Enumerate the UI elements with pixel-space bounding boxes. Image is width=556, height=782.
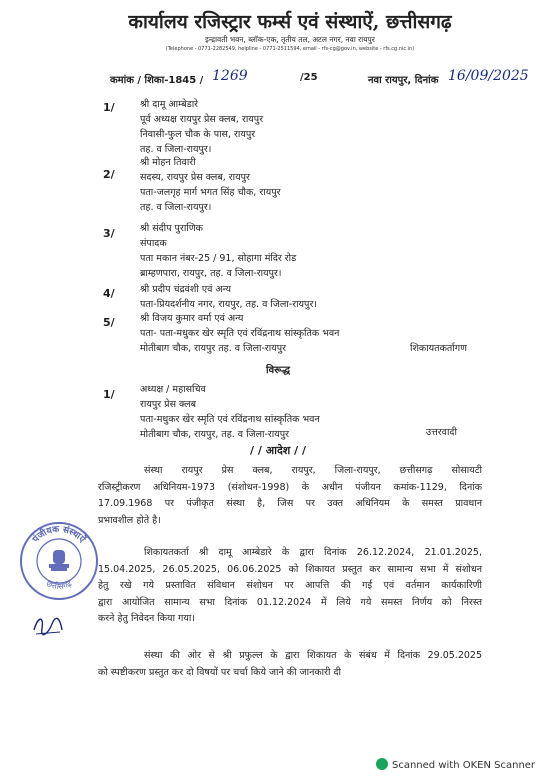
paragraph-line: द्वारा आयोजित सामान्य सभा दिनांक 01.12.2024 में लिये गये समस्त निर्णय को निरस्त — [98, 596, 482, 608]
paragraph-line: हेतु रखे गये प्रस्तावित संविधान संशोधन पर आपत्ति की गई एवं वर्तमान कार्यकारिणी — [98, 580, 482, 592]
complainant-block — [140, 97, 263, 157]
complainant-number: 2/ — [103, 168, 115, 181]
complainant-line: तह. व जिला-रायपुर। — [140, 144, 212, 155]
reference-number: 1269 — [212, 68, 248, 84]
respondent-block — [140, 382, 320, 442]
signature-initials — [30, 612, 66, 638]
place-date-label: नवा रायपुर, दिनांक — [368, 75, 439, 86]
complainant-block — [140, 311, 339, 356]
respondent-label: उत्तरवादी — [426, 427, 457, 438]
complainant-line: निवासी-फुल चौक के पास, रायपुर — [140, 129, 256, 140]
complainant-line: श्री दामू आम्बेडारे — [140, 99, 199, 110]
complainant-line: मोतीबाग चौक, रायपुर तह. व जिला-रायपुर — [140, 343, 287, 354]
paragraph-line: संस्था रायपुर प्रेस क्लब, रायपुर, जिला-रायपुर, छत्तीसगढ़ सोसायटी — [144, 465, 482, 476]
complainant-line: श्री प्रदीप चंद्रवंशी एवं अन्य — [140, 284, 231, 295]
complainant-line: पूर्व अध्यक्ष रायपुर प्रेस क्लब, रायपुर — [140, 114, 264, 125]
emblem-icon — [49, 550, 69, 571]
registrar-seal — [18, 520, 100, 602]
complainant-line: श्री मोहन तिवारी — [140, 157, 196, 168]
paragraph-line: शिकायतकर्ता श्री दामू आम्बेडारे के द्वारा दिनांक 26.12.2024, 21.01.2025, — [144, 547, 482, 558]
paragraph-line: रजिस्ट्रीकरण अधिनियम-1973 (संशोधन-1998) के अधीन पंजीयन कमांक-1129, दिनांक — [98, 481, 482, 493]
complainant-block — [140, 221, 296, 281]
respondent-line: मोतीबाग चौक, रायपुर, तह. व जिला-रायपुर — [140, 429, 290, 440]
complainant-number: 5/ — [103, 316, 115, 329]
office-contact: (Telephone - 0771-2282549, helpline - 0771-2511594, email - rfs-cg@gov.in, website - rfs.cg.nic.in) — [165, 46, 415, 52]
complainant-block — [140, 155, 281, 215]
complainant-line: पता-प्रियदर्शनीय नगर, रायपुर, तह. व जिला-रायपुर। — [140, 299, 317, 310]
paragraph-line: करने हेतु निवेदन किया गया। — [98, 613, 195, 625]
complainant-number: 4/ — [103, 287, 115, 300]
versus-heading: विरूद्ध — [266, 365, 290, 376]
complainant-line: श्री विजय कुमार वर्मा एवं अन्य — [140, 313, 244, 324]
office-title: कार्यालय रजिस्ट्रार फर्म्स एवं संस्थाऐं, छत्तीसगढ़ — [128, 11, 452, 33]
order-paragraph — [98, 648, 482, 681]
reference-prefix: कमांक / शिका-1845 / — [110, 75, 204, 86]
reference-year: /25 — [300, 72, 318, 83]
seal-text-top: पंजीयक संस्थाऐं — [31, 524, 87, 545]
paragraph-line: 15.04.2025, 26.05.2025, 06.06.2025 को शिकायत प्रस्तुत कर सामान्य सभा में संशोधन — [98, 563, 482, 575]
complainant-line: श्री संदीप पुराणिक — [140, 223, 203, 234]
order-paragraph — [98, 463, 482, 529]
complainant-line: तह. व जिला-रायपुर। — [140, 202, 212, 213]
complainant-number: 1/ — [103, 101, 115, 114]
complainants-label: शिकायतकर्तागण — [410, 343, 467, 354]
scanner-watermark — [376, 759, 535, 771]
complainant-block — [140, 282, 317, 312]
complainant-line: सदस्य, रायपुर प्रेस क्लब, रायपुर — [140, 172, 250, 183]
complainant-line: ब्राम्हणपारा, रायपुर, तह. व जिला-रायपुर। — [140, 268, 282, 279]
paragraph-line: प्रभावशील होते है। — [98, 514, 161, 526]
order-date: 16/09/2025 — [448, 68, 529, 84]
complainant-line: संपादक — [140, 238, 167, 249]
paragraph-line: को स्पष्टीकरण प्रस्तुत कर दो विषयों पर चर्चा किये जाने की जानकारी दी — [98, 666, 341, 678]
respondent-line: अध्यक्ष / महासचिव — [140, 384, 206, 395]
order-heading: / / आदेश / / — [250, 444, 306, 457]
complainant-line: पता मकान नंबर-25 / 91, सोहागा मंदिर रोड — [140, 253, 297, 264]
complainant-line: पता- पता-मधुकर खेर स्मृति एवं रविंद्रनाथ सांस्कृतिक भवन — [140, 328, 340, 339]
paragraph-line: संस्था की ओर से श्री प्रफुल्ल के द्वारा शिकायत के संबंध में दिनांक 29.05.2025 — [144, 650, 482, 661]
seal-text-bottom: छत्तीसगढ़ — [44, 579, 74, 592]
complainant-number: 3/ — [103, 227, 115, 240]
respondent-number: 1/ — [103, 388, 115, 401]
complainant-line: पता-जलगृह मार्ग भगत सिंह चौक, रायपुर — [140, 187, 281, 198]
respondent-line: रायपुर प्रेस क्लब — [140, 399, 197, 410]
scanner-watermark-text: Scanned with OKEN Scanner — [392, 760, 536, 771]
order-paragraph — [98, 545, 482, 628]
scanner-logo-icon — [376, 758, 388, 770]
office-address: इन्द्रावती भवन, ब्लॉक-एक, तृतीय तल, अटल नगर, नवा रायपुर — [205, 35, 375, 44]
respondent-line: पता-मधुकर खेर स्मृति एवं रविंद्रनाथ सांस्कृतिक भवन — [140, 414, 320, 425]
paragraph-line: 17.09.1968 पर पंजीकृत संस्था है, जिस पर उक्त अधिनियम के समस्त प्रावधान — [98, 498, 482, 510]
